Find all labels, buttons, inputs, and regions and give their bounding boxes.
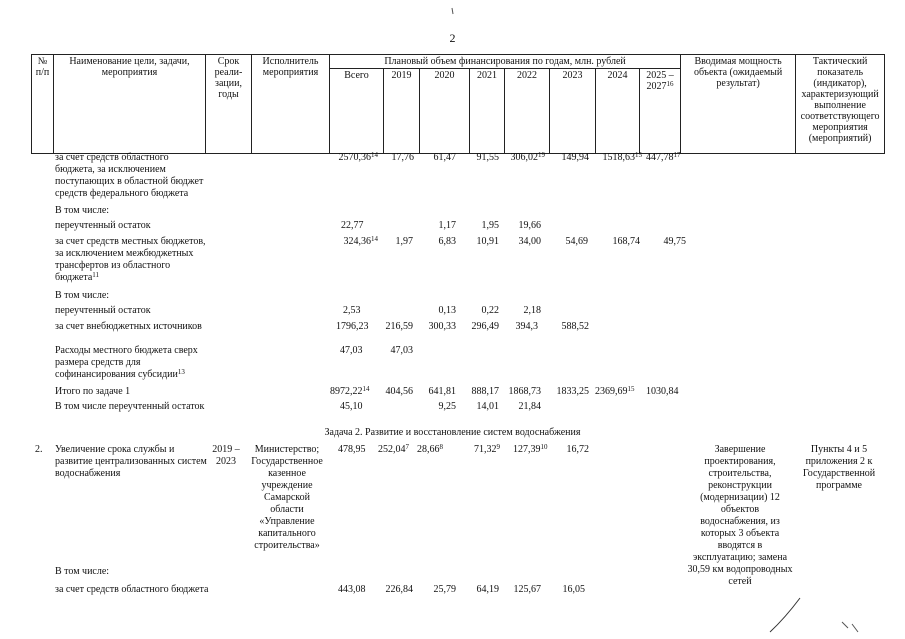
row7-2019: 216,59 [385,321,413,332]
header-2024: 2024 [596,69,640,154]
row4-2025: 49,75 [663,236,686,247]
row7-2022: 394,3 [515,321,538,332]
row13-2020: 25,79 [433,584,456,595]
row6-2022: 2,18 [523,305,541,316]
row11-tactical: Пункты 4 и 5 приложения 2 к Государственной программе [802,444,876,491]
row6-2021: 0,22 [481,305,499,316]
row10-label: В том числе переучтенный остаток [55,401,205,412]
row9-2020: 641,81 [428,386,456,397]
header-2019: 2019 [384,69,420,154]
row10-2020: 9,25 [438,401,456,412]
header-2020: 2020 [420,69,470,154]
row11-power: Завершение проектирования, строительства, реконструкции (модернизации) 12 объектов водоснабжения, из которых 3 объекта вводятся в эксплуатацию; замена 30,59 км водопроводных сетей [687,444,793,587]
row11-num: 2. [35,444,43,455]
row11-2019: 252,04$^7$ [378,443,409,455]
row8-2019: 47,03 [390,345,413,356]
row12-label: В том числе: [55,566,110,577]
header-total: Всего [330,69,384,154]
row7-2021: 296,49 [471,321,499,332]
task2-heading: Задача 2. Развитие и восстановление систем водоснабжения [324,427,581,438]
row10-total: 45,10 [340,401,363,412]
row11-term: 2019 – 2023 [212,444,240,467]
signature-stroke [770,598,800,632]
row11-2022: 127,39$^{10}$ [513,443,548,455]
row7-label: за счет внебюджетных источников [55,321,202,332]
row4-2023: 54,69 [565,236,588,247]
row9-2025: 1030,84 [646,386,679,397]
row6-label: переучтенный остаток [55,305,151,316]
row9-2019: 404,56 [385,386,413,397]
row7-2023: 588,52 [561,321,589,332]
row10-2022: 21,84 [518,401,541,412]
row4-2019: 1,97 [395,236,413,247]
row2-label: В том числе: [55,205,110,216]
row7-total: 1796,23 [336,321,369,332]
row3-2021: 1,95 [481,220,499,231]
row3-label: переучтенный остаток [55,220,151,231]
header-name: Наименование цели, задачи, мероприятия [54,55,206,154]
row3-total: 22,77 [341,220,364,231]
row13-2023: 16,05 [562,584,585,595]
row1-2019: 17,76 [391,152,414,163]
row1-2020: 61,47 [433,152,456,163]
row11-2021: 71,32$^9$ [474,443,500,455]
row11-executor: Министерство; Государственное казенное учреждение Самарской области «Управление капитального строительства» [251,444,323,551]
row13-2022: 125,67 [513,584,541,595]
row3-2022: 19,66 [518,220,541,231]
row1-2022: 306,02$^{19}$ [510,151,545,163]
row1-2025: 447,78$^{17}$ [646,151,681,163]
header-2022: 2022 [505,69,550,154]
row4-2024: 168,74 [612,236,640,247]
row1-2021: 91,55 [476,152,499,163]
row4-2020: 6,83 [438,236,456,247]
row4-label: за счет средств местных бюджетов, за исключением межбюджетных трансфертов из областного бюджета$^{11}$ [55,236,206,283]
row13-label: за счет средств областного бюджета [55,584,209,595]
header-plan: Плановый объем финансирования по годам, млн. рублей [330,55,681,69]
row1-2024: 1518,63$^{15}$ [602,151,642,163]
row9-2022: 1868,73 [508,386,541,397]
row3-2020: 1,17 [438,220,456,231]
row4-2021: 10,91 [476,236,499,247]
row10-2021: 14,01 [476,401,499,412]
row11-total: 478,95 [338,444,366,455]
page-number: 2 [449,31,456,45]
header-num: № п/п [32,55,54,154]
row13-total: 443,08 [338,584,366,595]
top-mark [452,8,453,14]
signature-tick [842,622,858,632]
header-term: Срок реали-зации, годы [206,55,252,154]
row6-2020: 0,13 [438,305,456,316]
row9-2021: 888,17 [471,386,499,397]
header-2021: 2021 [470,69,505,154]
row13-2019: 226,84 [385,584,413,595]
header-power: Вводимая мощность объекта (ожидаемый результат) [681,55,796,154]
row9-total: 8972,22$^{14}$ [330,385,370,397]
row9-label: Итого по задаче 1 [55,386,131,397]
row1-label: за счёт средств областного бюджета, за исключением поступающих в областной бюджет средств федерального бюджета [55,152,204,199]
row6-total: 2,53 [343,305,361,316]
row4-total: 324,36$^{14}$ [343,235,378,247]
row8-label: Расходы местного бюджета сверх размера средств для софинансирования субсидии$^{13}$ [55,345,198,380]
row1-2023: 149,94 [561,152,589,163]
row4-2022: 34,00 [518,236,541,247]
row9-2023: 1833,25 [556,386,589,397]
row11-2020: 28,66$^8$ [417,443,443,455]
row11-label: Увеличение срока службы и развитие централизованных систем водоснабжения [55,444,207,479]
header-executor: Исполнитель мероприятия [252,55,330,154]
row13-2021: 64,19 [476,584,499,595]
row5-label: В том числе: [55,290,110,301]
row1-total: 2570,36$^{14}$ [338,151,378,163]
row11-2023: 16,72 [566,444,589,455]
header-2025: 2025 – 2027$^{16}$ [640,69,681,154]
row7-2020: 300,33 [428,321,456,332]
row8-total: 47,03 [340,345,363,356]
header-2023: 2023 [550,69,596,154]
row9-2024: 2369,69$^{15}$ [595,385,635,397]
header-tactical: Тактический показатель (индикатор), характеризующий выполнение соответствующего мероприятия (мероприятий) [796,55,885,154]
